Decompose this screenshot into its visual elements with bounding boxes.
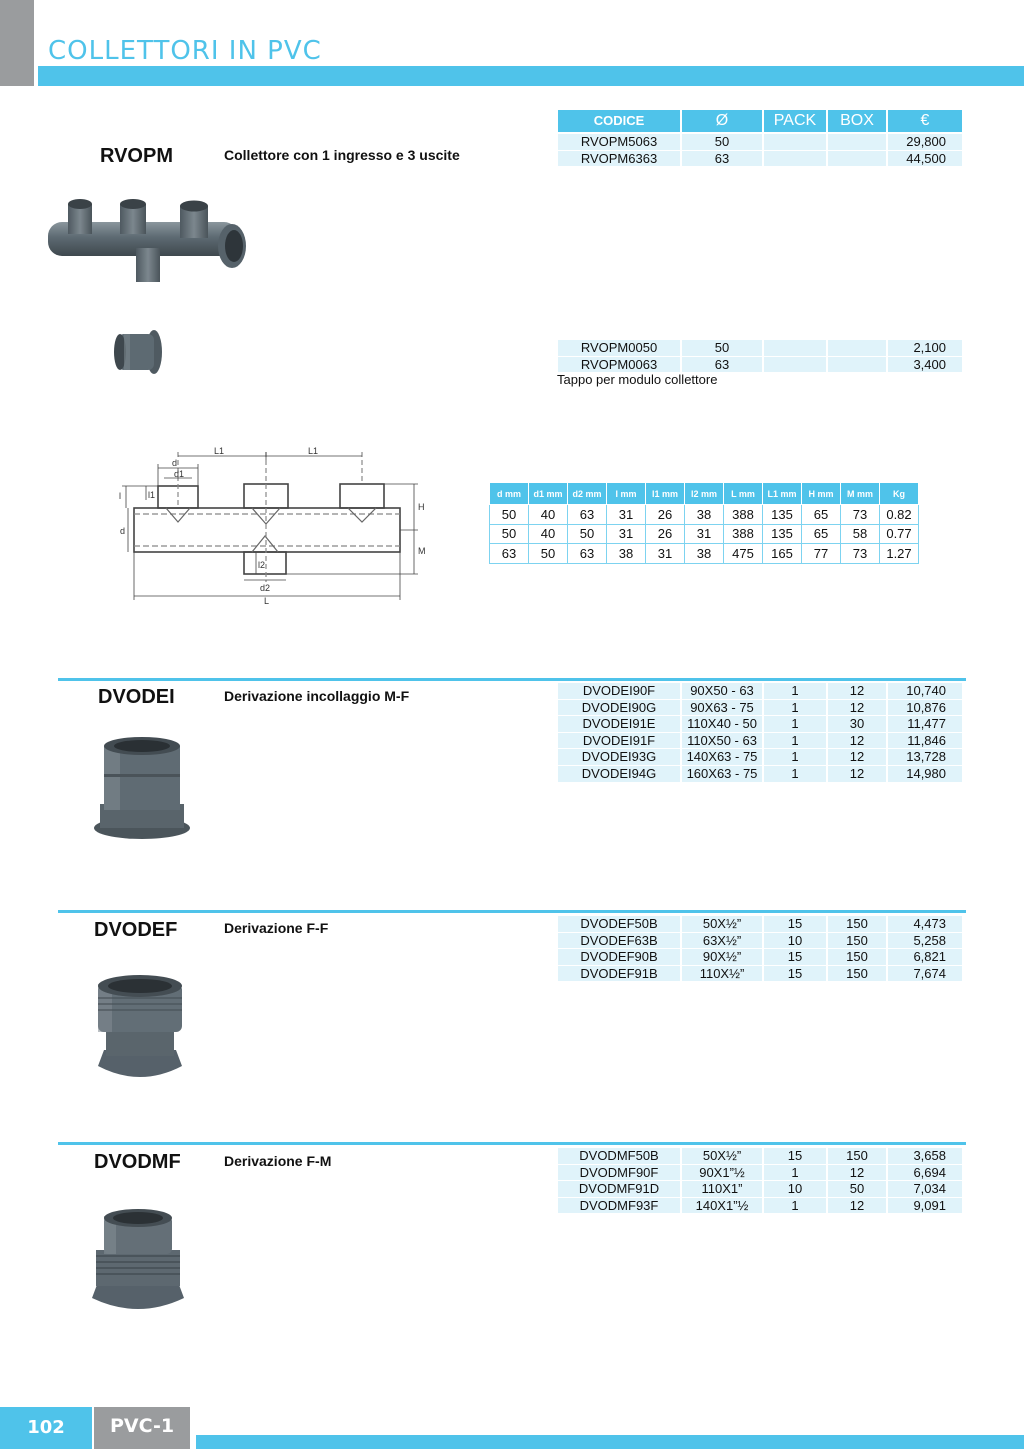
dimension-cell: 26 (646, 505, 685, 525)
dimension-header: L mm (724, 483, 763, 505)
table-cell: 160X63 - 75 (682, 766, 762, 783)
cap-price-table (556, 340, 964, 373)
dimension-row (490, 505, 919, 525)
table-row (558, 134, 962, 151)
table-cell: 6,694 (888, 1165, 962, 1182)
table-cell (828, 134, 886, 151)
table-cell: 5,258 (888, 933, 962, 950)
table-cell: 50 (828, 1181, 886, 1198)
col-header-box: BOX (828, 110, 886, 134)
table-cell: 110X1” (682, 1181, 762, 1198)
table-cell: 11,477 (888, 716, 962, 733)
col-header-diameter: Ø (682, 110, 762, 134)
drawing-label: d1 (174, 469, 185, 479)
drawing-label: l1 (148, 490, 156, 500)
dimension-cell: 0.77 (880, 524, 919, 544)
table-cell: 110X50 - 63 (682, 733, 762, 750)
table-cell: 140X63 - 75 (682, 749, 762, 766)
table-cell: 150 (828, 949, 886, 966)
cap-note: Tappo per modulo collettore (557, 372, 718, 387)
table-cell: DVODEI91F (558, 733, 680, 750)
table-row (558, 1198, 962, 1215)
table-cell: 12 (828, 766, 886, 783)
table-cell: 150 (828, 1148, 886, 1165)
header-side-bar (0, 0, 34, 86)
dimension-header: l2 mm (685, 483, 724, 505)
dimension-header: H mm (802, 483, 841, 505)
table-cell: 29,800 (888, 134, 962, 151)
dimension-cell: 26 (646, 524, 685, 544)
table-row (558, 700, 962, 717)
dimension-cell: 40 (529, 505, 568, 525)
table-cell: 30 (828, 716, 886, 733)
table-cell: RVOPM6363 (558, 151, 680, 168)
price-table-dvodei (556, 683, 964, 783)
table-cell: 12 (828, 700, 886, 717)
table-cell: 50 (682, 134, 762, 151)
table-cell: 3,658 (888, 1148, 962, 1165)
table-row (558, 716, 962, 733)
table-row (558, 357, 962, 374)
table-cell: 10 (764, 1181, 826, 1198)
table-cell: DVODEI94G (558, 766, 680, 783)
dimension-cell: 475 (724, 544, 763, 564)
section-rule (58, 910, 966, 913)
product-description-rvopm: Collettore con 1 ingresso e 3 uscite (224, 147, 460, 163)
dimension-cell: 135 (763, 505, 802, 525)
col-header-code: CODICE (558, 110, 680, 134)
dimension-cell: 388 (724, 524, 763, 544)
dimension-cell: 73 (841, 544, 880, 564)
table-row (558, 1165, 962, 1182)
table-cell: 50X½” (682, 916, 762, 933)
table-cell: DVODEI90G (558, 700, 680, 717)
table-row (558, 151, 962, 168)
product-description-dvodei: Derivazione incollaggio M-F (224, 688, 410, 704)
table-cell: 150 (828, 916, 886, 933)
dimension-table (489, 482, 919, 564)
table-cell: 110X40 - 50 (682, 716, 762, 733)
dimension-cell: 0.82 (880, 505, 919, 525)
table-cell: 15 (764, 966, 826, 983)
table-cell: 50 (682, 340, 762, 357)
dimension-header: d1 mm (529, 483, 568, 505)
table-cell: DVODEF63B (558, 933, 680, 950)
table-cell: 1 (764, 683, 826, 700)
table-cell: 4,473 (888, 916, 962, 933)
table-cell (828, 151, 886, 168)
table-cell: 140X1”½ (682, 1198, 762, 1215)
dimension-cell: 38 (685, 505, 724, 525)
table-row (558, 933, 962, 950)
table-cell: 13,728 (888, 749, 962, 766)
table-cell: 1 (764, 716, 826, 733)
table-row (558, 1148, 962, 1165)
dimension-cell: 50 (529, 544, 568, 564)
table-row (558, 916, 962, 933)
product-description-dvodef: Derivazione F-F (224, 920, 329, 936)
table-cell: 12 (828, 733, 886, 750)
table-cell: DVODEI91E (558, 716, 680, 733)
drawing-label: d2 (260, 583, 271, 593)
table-row (558, 1181, 962, 1198)
table-cell: DVODMF91D (558, 1181, 680, 1198)
dimension-cell: 38 (685, 544, 724, 564)
table-cell: 15 (764, 916, 826, 933)
dimension-cell: 65 (802, 524, 841, 544)
footer-rule (196, 1435, 1024, 1449)
table-cell: 63 (682, 151, 762, 168)
technical-drawing (118, 444, 434, 606)
table-cell: RVOPM0050 (558, 340, 680, 357)
table-row (558, 340, 962, 357)
table-cell: 15 (764, 1148, 826, 1165)
drawing-label: l (119, 491, 121, 501)
drawing-label: L1 (308, 446, 319, 456)
table-cell: RVOPM5063 (558, 134, 680, 151)
dimension-cell: 135 (763, 524, 802, 544)
table-cell: DVODEI93G (558, 749, 680, 766)
table-cell: 15 (764, 949, 826, 966)
table-row (558, 966, 962, 983)
table-cell: 10,740 (888, 683, 962, 700)
table-row (558, 766, 962, 783)
dimension-header: d mm (490, 483, 529, 505)
dimension-cell: 73 (841, 505, 880, 525)
table-cell: 1 (764, 766, 826, 783)
table-row (558, 949, 962, 966)
table-cell: 9,091 (888, 1198, 962, 1215)
page-number: 102 (27, 1417, 65, 1438)
table-cell: 63 (682, 357, 762, 374)
price-table-rvopm (556, 110, 964, 167)
drawing-label: d (172, 458, 178, 468)
drawing-label: L (264, 596, 270, 606)
table-cell: 12 (828, 749, 886, 766)
dimension-cell: 38 (607, 544, 646, 564)
dimension-cell: 58 (841, 524, 880, 544)
table-cell: DVODMF90F (558, 1165, 680, 1182)
dimension-cell: 63 (568, 505, 607, 525)
table-cell: 1 (764, 749, 826, 766)
price-table-dvodmf (556, 1148, 964, 1214)
table-cell: 12 (828, 1165, 886, 1182)
dvodmf-image (88, 1206, 188, 1314)
table-cell: 50X½” (682, 1148, 762, 1165)
dimension-cell: 31 (685, 524, 724, 544)
drawing-label: L1 (214, 446, 225, 456)
dimension-header: Kg (880, 483, 919, 505)
drawing-label: H (418, 502, 425, 512)
cap-image (110, 328, 164, 376)
table-cell: 90X63 - 75 (682, 700, 762, 717)
price-table-dvodef (556, 916, 964, 982)
table-cell: DVODEF91B (558, 966, 680, 983)
manifold-image (44, 196, 250, 290)
table-cell: 14,980 (888, 766, 962, 783)
table-cell: 7,034 (888, 1181, 962, 1198)
table-cell: 150 (828, 966, 886, 983)
dimension-header: L1 mm (763, 483, 802, 505)
table-cell: 11,846 (888, 733, 962, 750)
col-header-pack: PACK (764, 110, 826, 134)
table-cell: 10 (764, 933, 826, 950)
product-code-dvodei: DVODEI (98, 686, 175, 708)
dvodef-image (92, 970, 188, 1082)
dimension-cell: 165 (763, 544, 802, 564)
table-cell: 7,674 (888, 966, 962, 983)
table-cell: 150 (828, 933, 886, 950)
dimension-cell: 31 (607, 505, 646, 525)
table-cell: 1 (764, 1198, 826, 1215)
dimension-header: l mm (607, 483, 646, 505)
table-cell (764, 151, 826, 168)
table-cell: DVODEI90F (558, 683, 680, 700)
table-cell: 63X½” (682, 933, 762, 950)
table-cell: DVODMF50B (558, 1148, 680, 1165)
drawing-label: M (418, 546, 426, 556)
dimension-cell: 1.27 (880, 544, 919, 564)
dimension-cell: 63 (490, 544, 529, 564)
dimension-cell: 388 (724, 505, 763, 525)
table-cell: 10,876 (888, 700, 962, 717)
table-cell: 2,100 (888, 340, 962, 357)
product-code-dvodmf: DVODMF (94, 1151, 181, 1173)
table-cell: DVODEF90B (558, 949, 680, 966)
product-description-dvodmf: Derivazione F-M (224, 1153, 332, 1169)
table-cell (764, 134, 826, 151)
table-cell: 44,500 (888, 151, 962, 168)
dimension-cell: 31 (646, 544, 685, 564)
col-header-price: € (888, 110, 962, 134)
table-row (558, 683, 962, 700)
dimension-header: M mm (841, 483, 880, 505)
dvodei-image (90, 734, 194, 842)
table-cell: 3,400 (888, 357, 962, 374)
section-rule (58, 678, 966, 681)
table-cell: 12 (828, 1198, 886, 1215)
dimension-header: d2 mm (568, 483, 607, 505)
table-cell: RVOPM0063 (558, 357, 680, 374)
table-row (558, 749, 962, 766)
dimension-cell: 63 (568, 544, 607, 564)
table-cell (764, 357, 826, 374)
product-code-rvopm: RVOPM (100, 145, 173, 167)
drawing-label: d (120, 526, 126, 536)
dimension-cell: 50 (490, 505, 529, 525)
table-cell: 6,821 (888, 949, 962, 966)
table-cell: DVODEF50B (558, 916, 680, 933)
table-cell: 1 (764, 1165, 826, 1182)
dimension-cell: 50 (568, 524, 607, 544)
dimension-header: l1 mm (646, 483, 685, 505)
table-cell: 90X50 - 63 (682, 683, 762, 700)
product-code-dvodef: DVODEF (94, 919, 178, 941)
drawing-label: l2 (258, 560, 266, 570)
table-cell: 90X½” (682, 949, 762, 966)
section-rule (58, 1142, 966, 1145)
table-cell (828, 340, 886, 357)
table-row (558, 733, 962, 750)
section-label: PVC-1 (109, 1415, 175, 1437)
title-rule (38, 66, 1024, 86)
dimension-cell: 65 (802, 505, 841, 525)
dimension-cell: 40 (529, 524, 568, 544)
dimension-cell: 50 (490, 524, 529, 544)
table-cell: DVODMF93F (558, 1198, 680, 1215)
page-title: COLLETTORI IN PVC (48, 36, 322, 66)
table-cell: 1 (764, 733, 826, 750)
dimension-cell: 31 (607, 524, 646, 544)
dimension-cell: 77 (802, 544, 841, 564)
dimension-row (490, 544, 919, 564)
table-cell (764, 340, 826, 357)
table-cell: 110X½” (682, 966, 762, 983)
table-cell (828, 357, 886, 374)
table-cell: 12 (828, 683, 886, 700)
table-cell: 90X1”½ (682, 1165, 762, 1182)
table-cell: 1 (764, 700, 826, 717)
dimension-row (490, 524, 919, 544)
